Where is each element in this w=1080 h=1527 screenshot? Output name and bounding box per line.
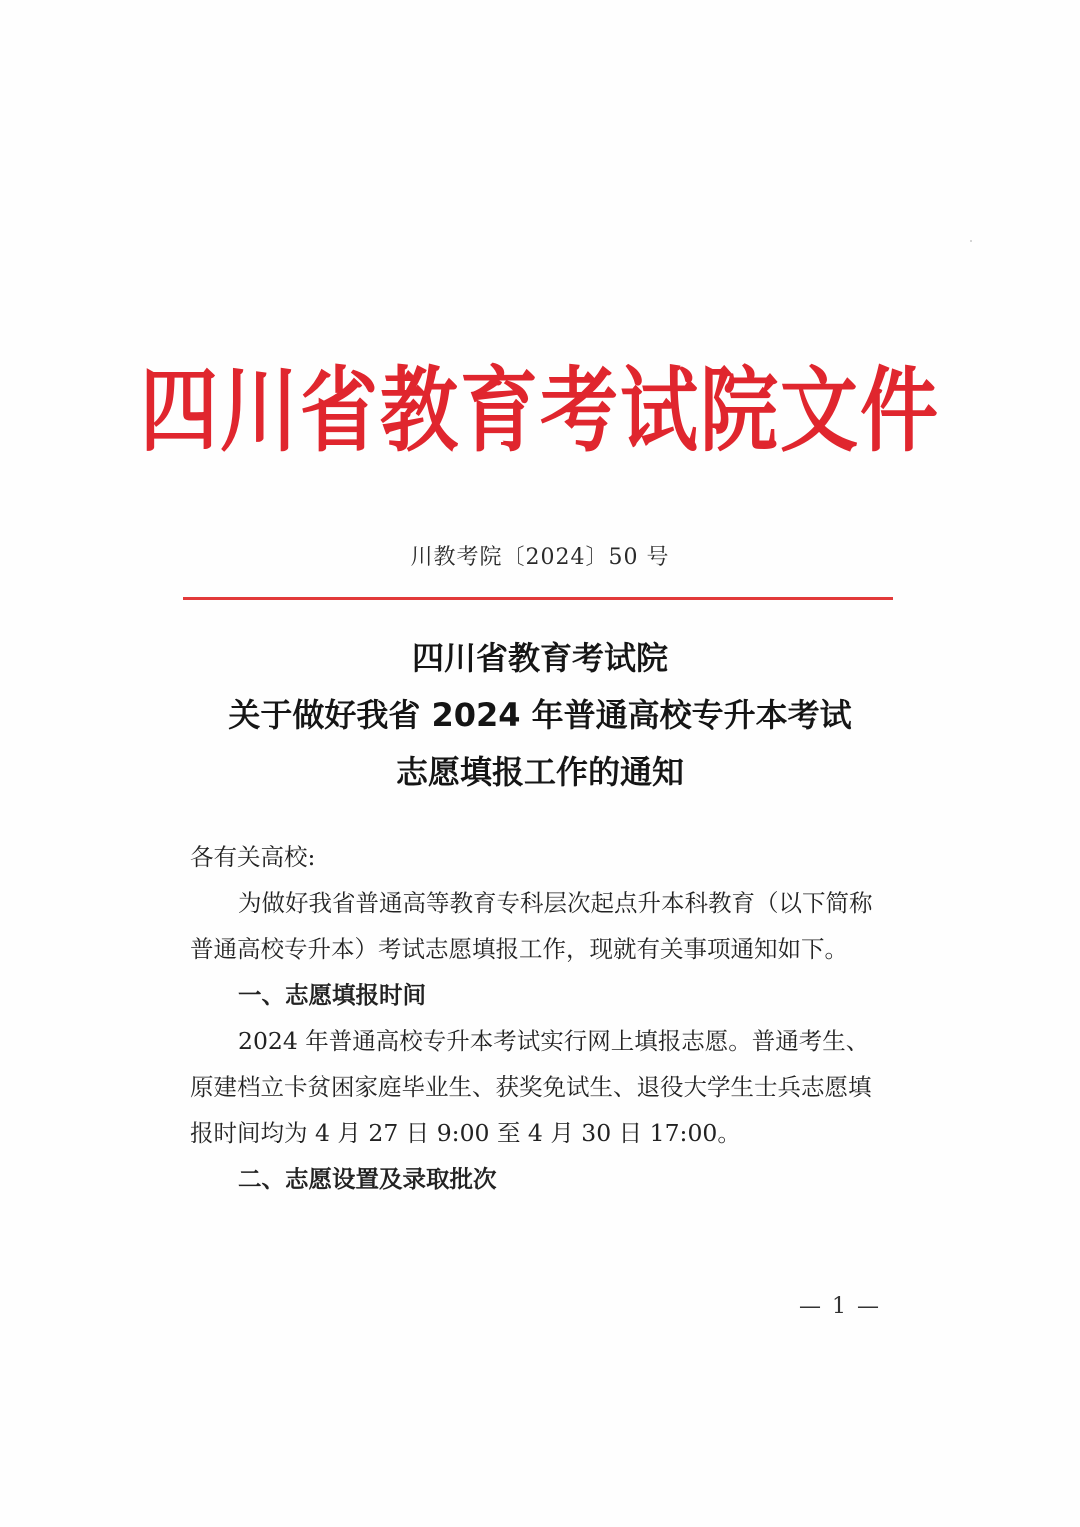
section-1-paragraph: 2024 年普通高校专升本考试实行网上填报志愿。普通考生、原建档立卡贫困家庭毕业生、获奖免试生、退役大学生士兵志愿填报时间均为 4 月 27 日 9:00 至 4 月 30 日 17:00。	[190, 1027, 872, 1147]
salutation: 各有关高校:	[190, 843, 316, 871]
intro-paragraph: 为做好我省普通高等教育专科层次起点升本科教育（以下简称普通高校专升本）考试志愿填报工作，现就有关事项通知如下。	[190, 889, 873, 963]
red-divider-line	[183, 597, 893, 600]
title-line-1: 四川省教育考试院	[411, 639, 668, 677]
notice-body	[190, 834, 890, 1202]
masthead-title: 四川省教育考试院文件	[139, 358, 940, 465]
notice-title	[0, 630, 1080, 801]
page-number: — 1 —	[799, 1294, 881, 1319]
title-line-2: 关于做好我省 2024 年普通高校专升本考试	[228, 696, 852, 734]
scan-speck	[970, 240, 972, 242]
section-1-heading: 一、志愿填报时间	[238, 981, 426, 1009]
title-line-3: 志愿填报工作的通知	[395, 753, 684, 791]
document-number: 川教考院〔2024〕50 号	[410, 545, 670, 570]
section-2-heading: 二、志愿设置及录取批次	[238, 1165, 497, 1193]
